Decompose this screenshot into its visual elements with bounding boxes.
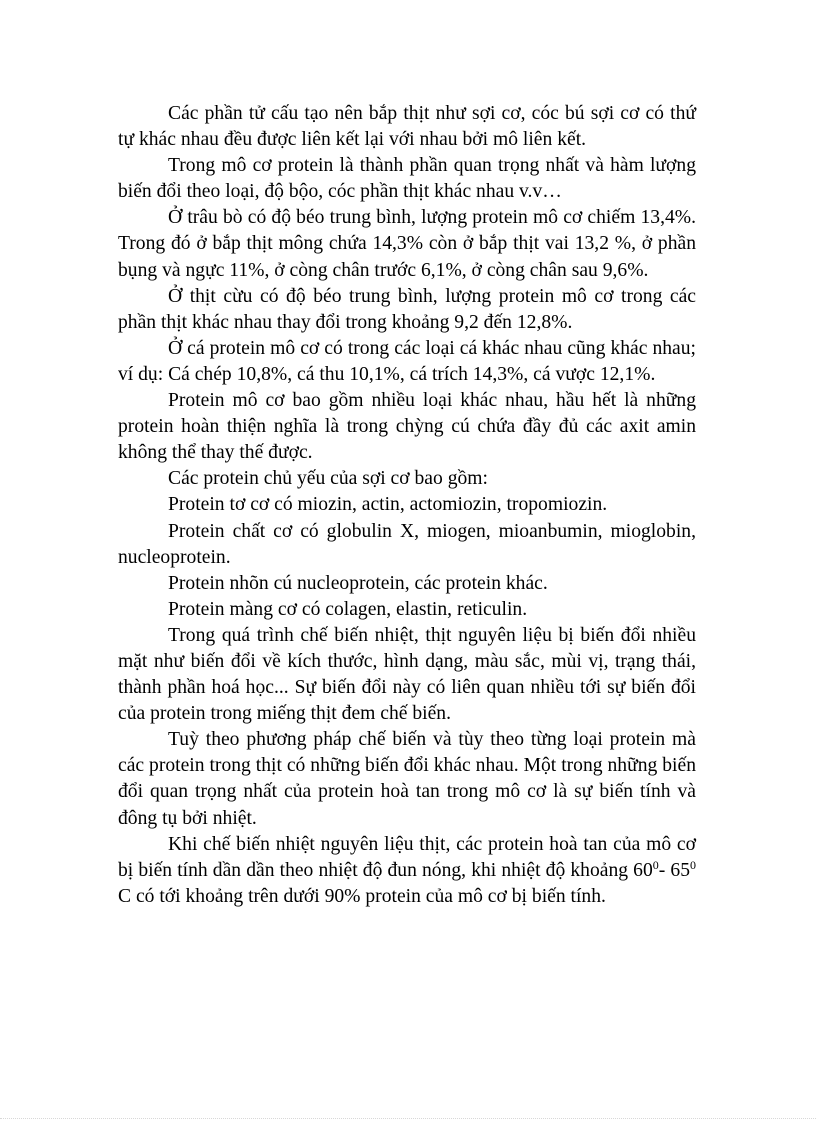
paragraph-processing-methods: Tuỳ theo phương pháp chế biến và tùy theo từng loại protein mà các protein trong thịt có những biến đổi khác nhau. Một trong những biến đổi quan trọng nhất của protein hoà tan trong mô cơ là sự biến tính và đông tụ bởi nhiệt. bbox=[118, 729, 696, 829]
paragraph-heat-processing: Trong quá trình chế biến nhiệt, thịt nguyên liệu bị biến đổi nhiều mặt như biến đổi về kích thước, hình dạng, màu sắc, mùi vị, trạng thái, thành phần hoá học... Sự biến đổi này có liên quan nhiều tới sự biến đổi của protein trong miếng thịt đem chế biến. bbox=[118, 624, 696, 725]
paragraph-denaturation bbox=[118, 832, 696, 910]
paragraph-lamb-protein: Ở thịt cừu có độ béo trung bình, lượng protein mô cơ trong các phần thịt khác nhau thay đổi trong khoảng 9,2 đến 12,8%. bbox=[118, 285, 696, 333]
degree-superscript: 0 bbox=[690, 857, 696, 872]
paragraph-protein-content: Trong mô cơ protein là thành phần quan trọng nhất và hàm lượng biến đổi theo loại, độ bộo, cóc phần thịt khác nhau v.v… bbox=[118, 155, 696, 203]
denaturation-text-part2: - 65 bbox=[658, 859, 690, 881]
document-body bbox=[118, 101, 696, 910]
list-item-sarcoplasm-protein: Protein chất cơ có globulin X, miogen, mioanbumin, mioglobin, nucleoprotein. bbox=[118, 520, 696, 568]
degree-superscript: 0 bbox=[652, 857, 659, 872]
list-item-membrane-protein: Protein màng cơ có colagen, elastin, reticulin. bbox=[168, 598, 528, 620]
page-bottom-border bbox=[0, 1117, 816, 1119]
paragraph-muscle-structure: Các phần tử cấu tạo nên bắp thịt như sợi cơ, cóc bú sợi cơ có thứ tự khác nhau đều được liên kết lại với nhau bởi mô liên kết. bbox=[118, 103, 696, 151]
denaturation-text-part1: Khi chế biến nhiệt nguyên liệu thịt, các protein hoà tan của mô cơ bị biến tính dần dần theo nhiệt độ đun nóng, khi nhiệt độ khoảng 60 bbox=[118, 833, 696, 881]
denaturation-text-part3: C có tới khoảng trên dưới 90% protein của mô cơ bị biến tính. bbox=[118, 885, 606, 907]
paragraph-cattle-protein: Ở trâu bò có độ béo trung bình, lượng protein mô cơ chiếm 13,4%. Trong đó ở bắp thịt mông chứa 14,3% còn ở bắp thịt vai 13,2 %, ở phần bụng và ngực 11%, ở còng chân trước 6,1%, ở còng chân sau 9,6%. bbox=[118, 207, 696, 281]
paragraph-protein-types: Protein mô cơ bao gồm nhiều loại khác nhau, hầu hết là những protein hoàn thiện nghĩa là trong chỳng cú chứa đầy đủ các axit amin không thể thay thế được. bbox=[118, 390, 696, 464]
paragraph-main-proteins-intro: Các protein chủ yếu của sợi cơ bao gồm: bbox=[168, 468, 488, 490]
list-item-nucleus-protein: Protein nhõn cú nucleoprotein, các protein khác. bbox=[168, 572, 548, 594]
list-item-myofibril-protein: Protein tơ cơ có miozin, actin, actomiozin, tropomiozin. bbox=[168, 494, 608, 516]
paragraph-fish-protein: Ở cá protein mô cơ có trong các loại cá khác nhau cũng khác nhau; ví dụ: Cá chép 10,8%, cá thu 10,1%, cá trích 14,3%, cá vược 12,1%. bbox=[118, 337, 696, 385]
